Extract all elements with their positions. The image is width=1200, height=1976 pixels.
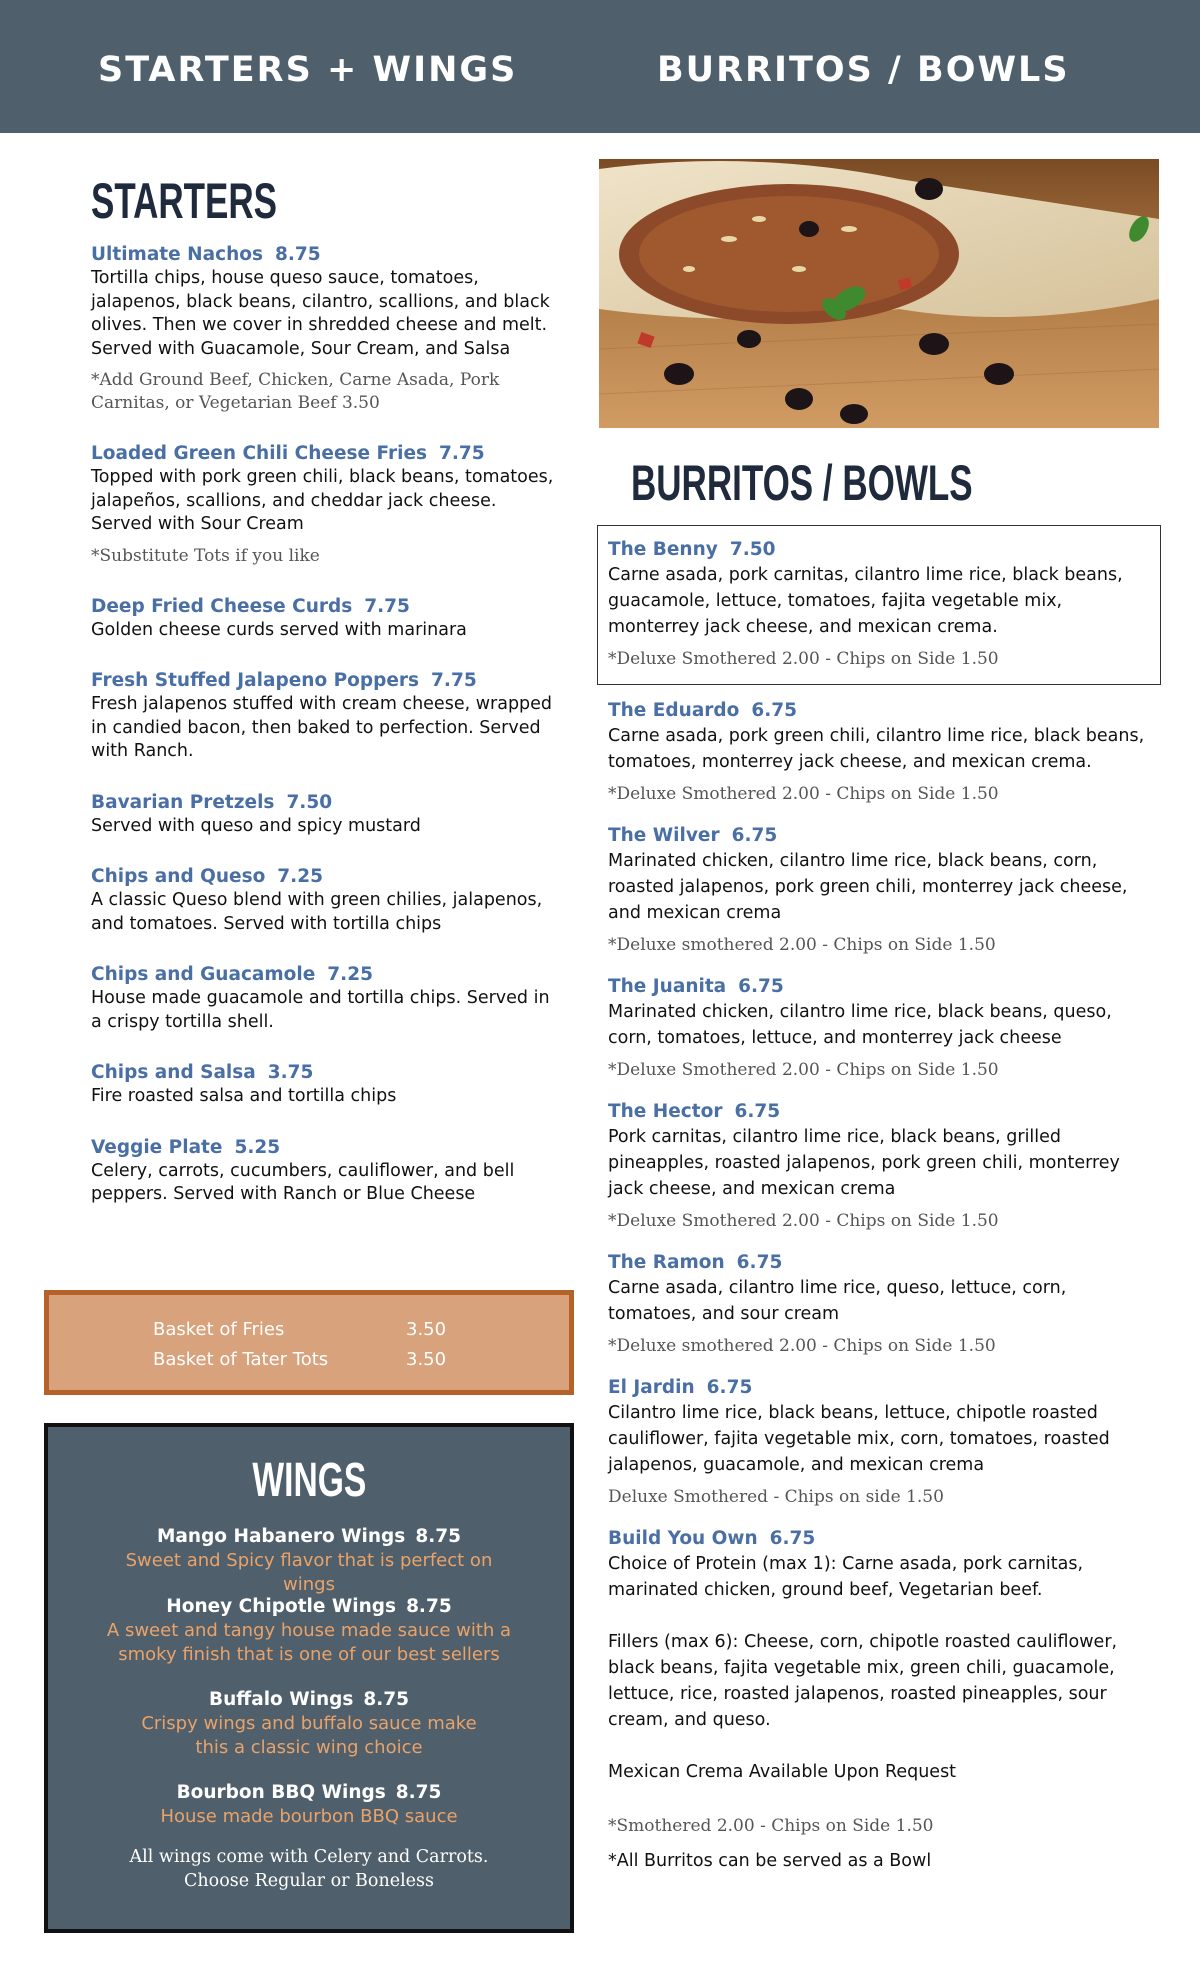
item-description: Marinated chicken, cilantro lime rice, black beans, corn, roasted jalapenos, pork green chili, monterrey jack cheese, and mexican crema [608,851,1128,923]
side-price: 3.50 [406,1319,447,1340]
item-price: 7.75 [439,443,485,464]
burrito-item [608,699,1153,806]
item-description: Carne asada, pork green chili, cilantro lime rice, black beans, tomatoes, monterrey jack cheese, and mexican crema. [608,726,1145,772]
wing-name: Bourbon BBQ Wings [176,1782,386,1803]
item-description: Celery, carrots, cucumbers, cauliflower, and bell peppers. Served with Ranch or Blue Cheese [91,1160,515,1204]
sides-box [44,1290,574,1395]
featured-burrito-box [597,525,1161,685]
build-fillers: Fillers (max 6): Cheese, corn, chipotle roasted cauliflower, black beans, fajita vegetable mix, green chili, guacamole, lettuce, rice, roasted jalapenos, roasted pineapples, sour cream, and queso. [608,1632,1118,1730]
item-name: Bavarian Pretzels [91,791,275,813]
burrito-photo [599,159,1159,428]
wings-note-line1: All wings come with Celery and Carrots. [129,1847,489,1867]
wing-item [48,1525,570,1597]
wing-name: Honey Chipotle Wings [166,1596,397,1617]
item-description: Golden cheese curds served with marinara [91,619,467,640]
item-note: *Add Ground Beef, Chicken, Carne Asada, Pork Carnitas, or Vegetarian Beef 3.50 [91,370,500,413]
item-name: The Wilver [608,825,720,846]
item-name: Loaded Green Chili Cheese Fries [91,443,427,464]
wing-item [48,1595,570,1667]
burrito-illustration [599,159,1159,428]
item-description: A classic Queso blend with green chilies, jalapenos, and tomatoes. Served with tortilla chips [91,890,543,934]
starter-item [91,865,561,936]
item-name: The Eduardo [608,700,740,721]
item-price: 6.75 [734,1101,781,1122]
item-name: Build You Own [608,1528,758,1549]
item-name: Deep Fried Cheese Curds [91,595,353,617]
burrito-item [608,1251,1153,1358]
build-your-own-item [608,1527,1153,1874]
header-left-title: STARTERS + WINGS [98,50,518,90]
item-note: *Substitute Tots if you like [91,545,320,566]
wing-name: Mango Habanero Wings [157,1526,406,1547]
starter-item [91,595,561,643]
bowl-note: *All Burritos can be served as a Bowl [608,1851,932,1871]
wing-description: House made bourbon BBQ sauce [160,1806,458,1827]
starters-list [91,243,561,1234]
wing-description: Crispy wings and buffalo sauce make this a classic wing choice [141,1713,477,1758]
item-description: Carne asada, pork carnitas, cilantro lime rice, black beans, guacamole, lettuce, tomatoes, fajita vegetable mix, monterrey jack cheese, and mexican crema. [608,565,1123,637]
wing-description: A sweet and tangy house made sauce with a smoky finish that is one of our best sellers [106,1620,512,1665]
item-price: 7.75 [364,595,410,617]
item-name: Ultimate Nachos [91,244,263,265]
starter-item [91,1061,561,1109]
item-note: *Deluxe Smothered 2.00 - Chips on Side 1.50 [608,784,999,804]
item-price: 6.75 [751,700,798,721]
item-note: Deluxe Smothered - Chips on side 1.50 [608,1487,944,1507]
item-description: Carne asada, cilantro lime rice, queso, lettuce, corn, tomatoes, and sour cream [608,1278,1067,1324]
item-price: 7.50 [729,539,776,560]
side-name: Basket of Fries [153,1319,285,1340]
item-price: 6.75 [706,1377,753,1398]
side-price: 3.50 [406,1349,447,1370]
starter-item [91,442,561,568]
starter-item [91,243,561,415]
starter-item [91,963,561,1034]
wing-price: 8.75 [415,1526,461,1547]
item-description: Marinated chicken, cilantro lime rice, black beans, queso, corn, tomatoes, lettuce, and monterrey jack cheese [608,1002,1112,1048]
item-name: Chips and Salsa [91,1062,256,1083]
item-price: 7.50 [286,791,333,813]
item-name: Chips and Guacamole [91,964,316,985]
header-right-title: BURRITOS / BOWLS [657,50,1070,90]
item-name: Veggie Plate [91,1136,223,1158]
item-price: 7.25 [327,964,373,985]
wings-box [44,1423,574,1933]
wing-description: Sweet and Spicy flavor that is perfect on wings [125,1550,493,1595]
item-name: El Jardin [608,1377,695,1398]
item-description: Topped with pork green chili, black beans, tomatoes, jalapeños, scallions, and cheddar jack cheese. Served with Sour Cream [91,467,554,534]
burrito-item [608,1100,1153,1233]
burritos-heading: BURRITOS / BOWLS [631,455,973,511]
item-price: 7.25 [277,866,323,887]
item-name: Chips and Queso [91,866,266,887]
item-name: The Benny [608,539,718,560]
item-price: 7.75 [431,670,477,691]
wing-price: 8.75 [363,1689,410,1710]
item-note: *Deluxe smothered 2.00 - Chips on Side 1.50 [608,935,996,955]
item-note: *Deluxe Smothered 2.00 - Chips on Side 1.50 [608,1060,999,1080]
item-description: Fresh jalapenos stuffed with cream cheese, wrapped in candied bacon, then baked to perfection. Served with Ranch. [91,694,553,761]
item-note: *Deluxe smothered 2.00 - Chips on Side 1.50 [608,1336,996,1356]
item-price: 5.25 [234,1136,281,1158]
item-price: 6.75 [769,1528,816,1549]
wings-note [48,1845,570,1893]
item-name: The Ramon [608,1252,725,1273]
wing-item [48,1781,570,1829]
item-name: The Juanita [608,976,727,997]
item-price: 8.75 [274,244,321,265]
starter-item [91,669,561,764]
item-price: 3.75 [267,1062,314,1083]
item-name: The Hector [608,1101,723,1122]
starters-heading: STARTERS [91,173,278,229]
item-name: Fresh Stuffed Jalapeno Poppers [91,670,420,691]
burritos-list [608,699,1153,1892]
item-description: House made guacamole and tortilla chips. Served in a crispy tortilla shell. [91,988,550,1032]
item-description: Fire roasted salsa and tortilla chips [91,1086,397,1106]
item-note: *Deluxe Smothered 2.00 - Chips on Side 1.50 [608,1211,999,1231]
item-note: *Deluxe Smothered 2.00 - Chips on Side 1.50 [608,649,999,669]
item-description: Served with queso and spicy mustard [91,815,421,836]
build-crema: Mexican Crema Available Upon Request [608,1762,957,1782]
item-price: 6.75 [731,825,778,846]
wing-name: Buffalo Wings [208,1689,354,1710]
build-note: *Smothered 2.00 - Chips on Side 1.50 [608,1816,934,1836]
wings-heading: WINGS [252,1454,366,1507]
burrito-item [608,1376,1153,1509]
side-name: Basket of Tater Tots [153,1349,329,1370]
burrito-item [608,824,1153,957]
item-price: 6.75 [738,976,784,997]
wings-note-line2: Choose Regular or Boneless [184,1871,434,1891]
wing-price: 8.75 [406,1596,452,1617]
wing-price: 8.75 [395,1782,442,1803]
item-description: Tortilla chips, house queso sauce, tomatoes, jalapenos, black beans, cilantro, scallions, and black olives. Then we cover in shredded cheese and melt. Served with Guacamole, Sour Cream, and Salsa [91,268,550,359]
wing-item [48,1688,570,1760]
item-description: Cilantro lime rice, black beans, lettuce, chipotle roasted cauliflower, fajita vegetable mix, corn, tomatoes, roasted jalapenos, guacamole, and mexican crema [608,1403,1110,1475]
starter-item [91,791,561,839]
starter-item [91,1136,561,1207]
item-price: 6.75 [736,1252,783,1273]
build-protein: Choice of Protein (max 1): Carne asada, pork carnitas, marinated chicken, ground beef, Vegetarian beef. [608,1554,1084,1600]
side-item [153,1319,447,1340]
burrito-item [608,975,1153,1082]
side-item [153,1349,447,1370]
item-description: Pork carnitas, cilantro lime rice, black beans, grilled pineapples, roasted jalapenos, pork green chili, monterrey jack cheese, and mexican crema [608,1127,1120,1199]
